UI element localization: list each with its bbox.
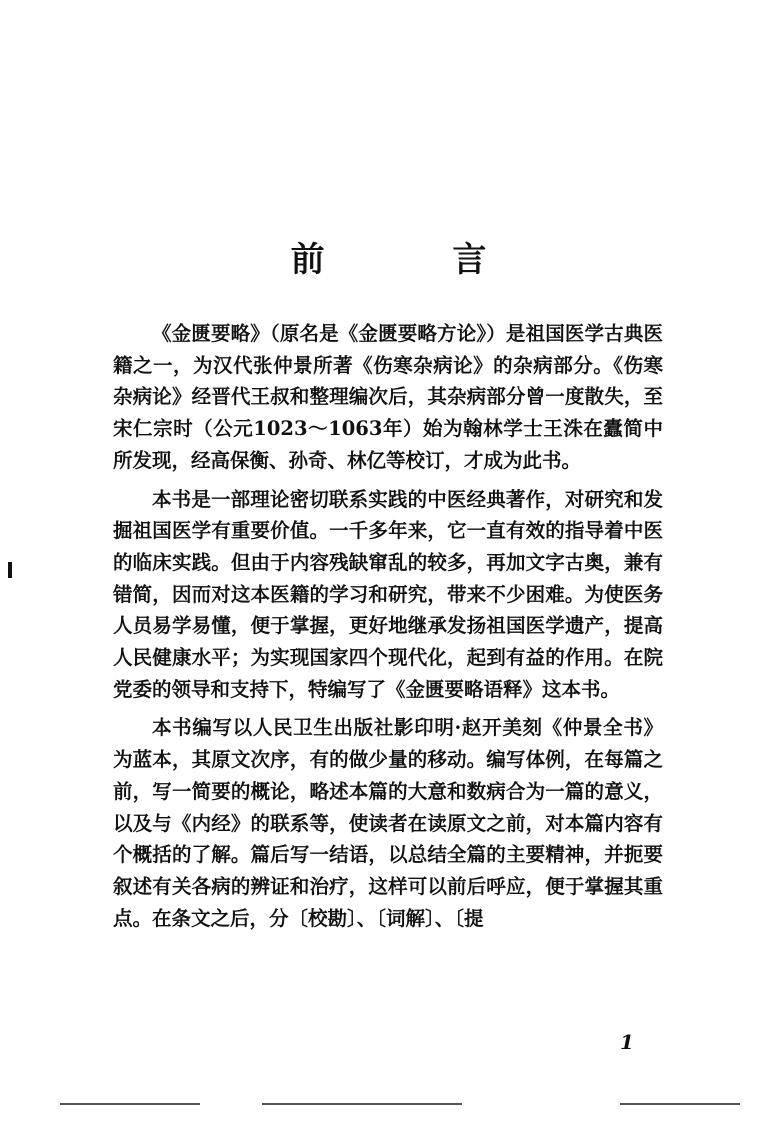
- scan-bottom-rule-left: [60, 1103, 200, 1105]
- paragraph-2: 本书是一部理论密切联系实践的中医经典著作，对研究和发掘祖国医学有重要价值。一千多年来，它一直有效的指导着中医的临床实践。但由于内容残缺窜乱的较多，再加文字古奥，兼有错简，因而对这本医籍的学习和研究，带来不少困难。为使医务人员易学易懂，便于掌握，更好地继承发扬祖国医学遗产，提高人民健康水平；为实现国家四个现代化，起到有益的作用。在院党委的领导和支持下，特编写了《金匮要略语释》这本书。: [113, 487, 663, 701]
- body-text: [113, 318, 663, 941]
- paragraph-3: 本书编写以人民卫生出版社影印明·赵开美刻《仲景全书》为蓝本，其原文次序，有的做少量的移动。编写体例，在每篇之前，写一简要的概论，略述本篇的大意和数病合为一篇的意义，以及与《内经》的联系等，使读者在读原文之前，对本篇内容有个概括的了解。篇后写一结语，以总结全篇的主要精神，并扼要叙述有关各病的辨证和治疗，这样可以前后呼应，便于掌握其重点。在条文之后，分〔校勘〕、〔词解〕、〔提: [113, 716, 663, 930]
- paragraph-1: 《金匮要略》（原名是《金匮要略方论》）是祖国医学古典医籍之一，为汉代张仲景所著《伤寒杂病论》的杂病部分。《伤寒杂病论》经晋代王叔和整理编次后，其杂病部分曾一度散失，至宋仁宗时（公元1023～1063年）始为翰林学士王洙在蠹简中所发现，经高保衡、孙奇、林亿等校订，才成为此书。: [113, 322, 663, 472]
- page-title: 前 言: [290, 240, 545, 280]
- page-number: 1: [620, 1030, 634, 1054]
- scan-bottom-rule-center: [262, 1103, 462, 1105]
- scan-margin-mark: [8, 562, 12, 578]
- scan-bottom-rule-right: [620, 1103, 740, 1105]
